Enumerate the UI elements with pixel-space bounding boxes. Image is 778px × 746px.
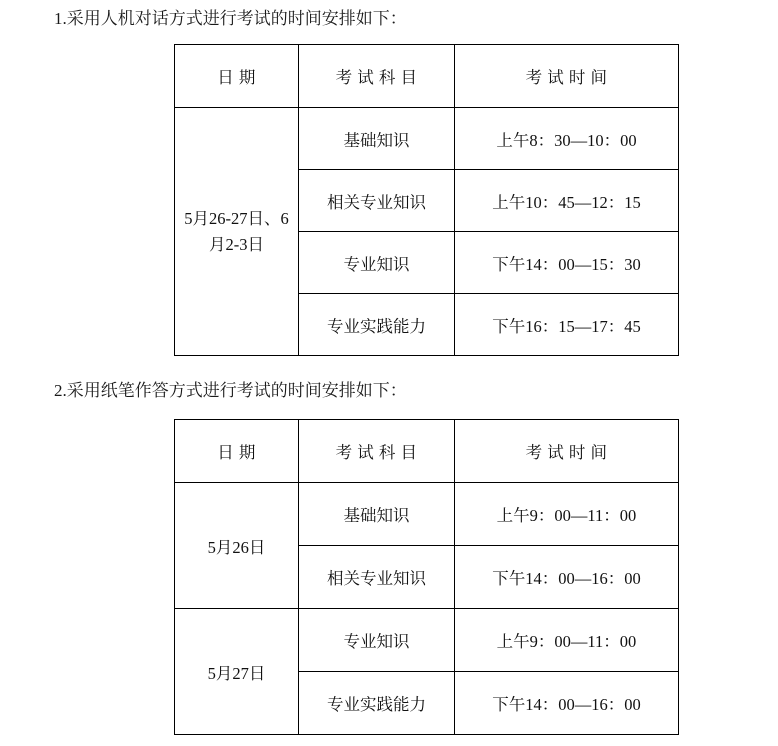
table-row [175, 609, 679, 672]
header-date: 日 期 [175, 45, 299, 108]
header-subject: 考 试 科 目 [299, 420, 455, 483]
table-header-row [175, 420, 679, 483]
cell-time: 下午14：00—15：30 [455, 232, 679, 294]
cell-time: 上午9：00—11：00 [455, 483, 679, 546]
header-date: 日 期 [175, 420, 299, 483]
cell-subject: 基础知识 [299, 483, 455, 546]
cell-time: 下午14：00—16：00 [455, 672, 679, 735]
cell-subject: 专业知识 [299, 609, 455, 672]
exam-schedule-table-paper [174, 419, 679, 735]
paragraph-paper-based-exam: 2.采用纸笔作答方式进行考试的时间安排如下： [54, 381, 407, 400]
cell-time: 下午16：15—17：45 [455, 294, 679, 356]
cell-subject: 相关专业知识 [299, 546, 455, 609]
cell-subject: 专业实践能力 [299, 294, 455, 356]
header-subject: 考 试 科 目 [299, 45, 455, 108]
cell-subject: 基础知识 [299, 108, 455, 170]
cell-date: 5月27日 [175, 609, 299, 735]
cell-subject: 专业实践能力 [299, 672, 455, 735]
cell-date: 5月26日 [175, 483, 299, 609]
cell-subject: 相关专业知识 [299, 170, 455, 232]
cell-time: 上午8：30—10：00 [455, 108, 679, 170]
exam-schedule-table-computer [174, 44, 679, 356]
cell-time: 上午10：45—12：15 [455, 170, 679, 232]
header-time: 考 试 时 间 [455, 420, 679, 483]
table-row [175, 108, 679, 170]
cell-subject: 专业知识 [299, 232, 455, 294]
cell-time: 上午9：00—11：00 [455, 609, 679, 672]
header-time: 考 试 时 间 [455, 45, 679, 108]
paragraph-computer-based-exam: 1.采用人机对话方式进行考试的时间安排如下： [54, 9, 407, 28]
cell-time: 下午14：00—16：00 [455, 546, 679, 609]
table-header-row [175, 45, 679, 108]
cell-date-range: 5月26-27日、6月2-3日 [175, 108, 299, 356]
table-row [175, 483, 679, 546]
